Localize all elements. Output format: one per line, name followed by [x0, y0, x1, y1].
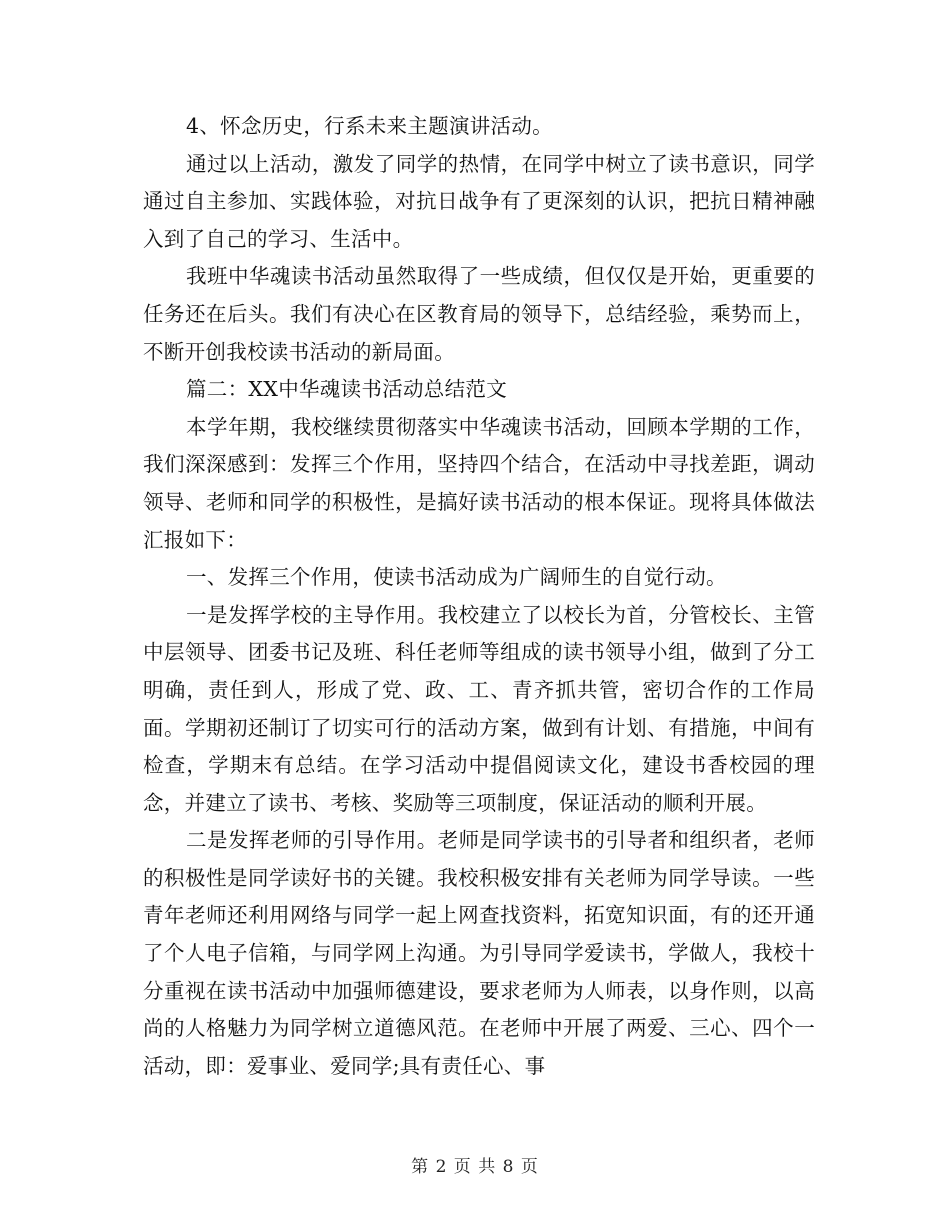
- paragraph-future-plans: 我班中华魂读书活动虽然取得了一些成绩，但仅仅是开始，更重要的任务还在后头。我们有决心在区教育局的领导下，总结经验，乘势而上，不断开创我校读书活动的新局面。: [143, 264, 815, 364]
- paragraph-activity-results: 通过以上活动，激发了同学的热情，在同学中树立了读书意识，同学通过自主参加、实践体验，对抗日战争有了更深刻的认识，把抗日精神融入到了自己的学习、生活中。: [143, 151, 815, 251]
- paragraph-intro: 本学年期，我校继续贯彻落实中华魂读书活动，回顾本学期的工作，我们深深感到：发挥三个作用，坚持四个结合，在活动中寻找差距，调动领导、老师和同学的积极性，是搞好读书活动的根本保证。现将具体做法汇报如下：: [143, 414, 815, 552]
- document-body: [143, 108, 815, 1085]
- paragraph-point-one: 一、发挥三个作用，使读书活动成为广阔师生的自觉行动。: [186, 565, 727, 590]
- paragraph-speech-activity: 4、怀念历史，行系未来主题演讲活动。: [186, 114, 553, 138]
- paragraph-teacher-role: 二是发挥老师的引导作用。老师是同学读书的引导者和组织者，老师的积极性是同学读好书的关键。我校积极安排有关老师为同学导读。一些青年老师还利用网络与同学一起上网查找资料，拓宽知识面，有的还开通了个人电子信箱，与同学网上沟通。为引导同学爱读书，学做人，我校十分重视在读书活动中加强师德建设，要求老师为人师表，以身作则，以高尚的人格魅力为同学树立道德风范。在老师中开展了两爱、三心、四个一活动，即：爱事业、爱同学;具有责任心、事: [143, 828, 815, 1078]
- paragraph-school-role: 一是发挥学校的主导作用。我校建立了以校长为首，分管校长、主管中层领导、团委书记及班、科任老师等组成的读书领导小组，做到了分工明确，责任到人，形成了党、政、工、青齐抓共管，密切合作的工作局面。学期初还制订了切实可行的活动方案，做到有计划、有措施，中间有检查，学期末有总结。在学习活动中提倡阅读文化，建设书香校园的理念，并建立了读书、考核、奖励等三项制度，保证活动的顺利开展。: [143, 602, 815, 815]
- page-number-footer: 第 2 页 共 8 页: [411, 1157, 539, 1177]
- section-heading-part-two: 篇二：XX中华魂读书活动总结范文: [186, 377, 507, 402]
